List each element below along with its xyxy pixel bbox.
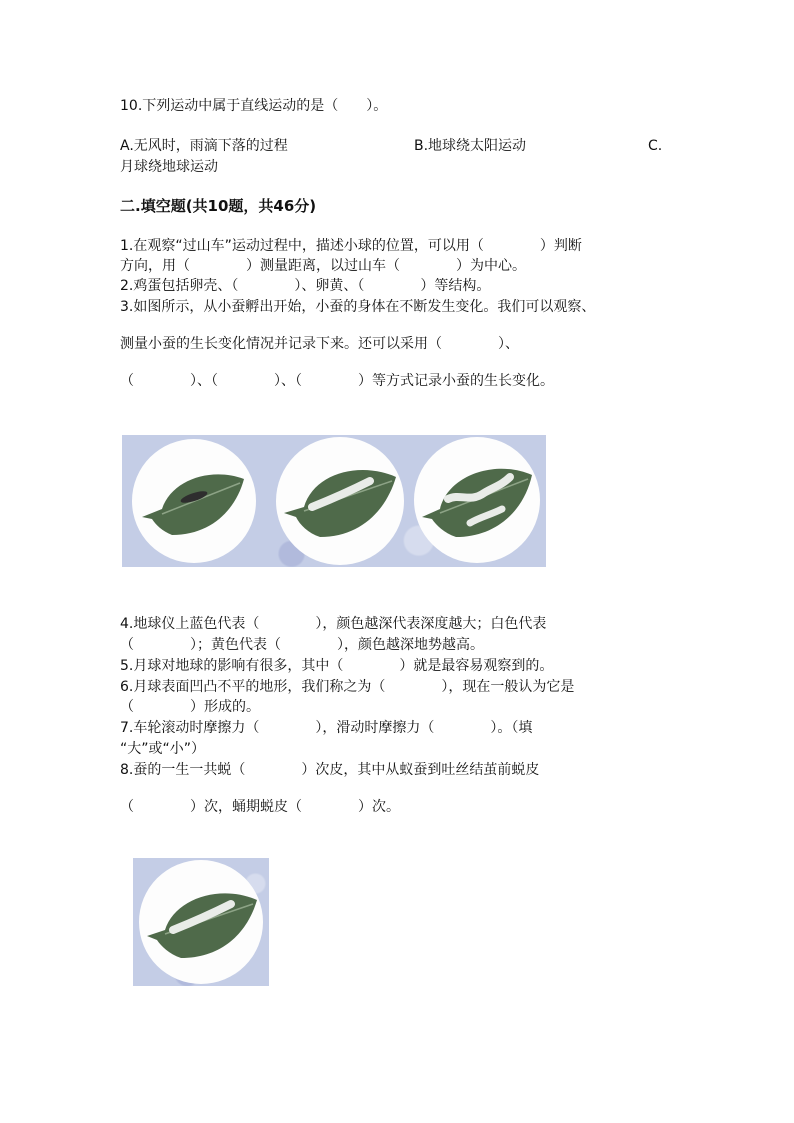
q4-line2: （ ）；黄色代表（ ），颜色越深地势越高。 — [120, 637, 484, 653]
silkworm-stage-3-disc — [414, 437, 540, 563]
q5: 5.月球对地球的影响有很多，其中（ ）就是最容易观察到的。 — [120, 658, 554, 674]
q7-line2: “大”或“小”） — [120, 741, 206, 757]
leaf-icon — [276, 437, 404, 565]
q6-line1: 6.月球表面凹凸不平的地形，我们称之为（ ），现在一般认为它是 — [120, 679, 575, 695]
silkworm-disc — [139, 860, 263, 984]
q8-line1: 8.蚕的一生一共蜕（ ）次皮，其中从蚁蚕到吐丝结茧前蜕皮 — [120, 762, 540, 778]
q4-line1: 4.地球仪上蓝色代表（ ），颜色越深代表深度越大；白色代表 — [120, 616, 547, 632]
q10-question: 10.下列运动中属于直线运动的是（ ）。 — [120, 98, 388, 114]
q1-line2: 方向，用（ ）测量距离，以过山车（ ）为中心。 — [120, 258, 526, 274]
q10-option-c-label: C. — [648, 138, 663, 154]
q2: 2.鸡蛋包括卵壳、（ ）、卵黄、（ ）等结构。 — [120, 278, 491, 294]
leaf-icon — [414, 437, 540, 563]
section-title: 二.填空题(共10题，共46分) — [120, 197, 317, 215]
q1-line1: 1.在观察“过山车”运动过程中，描述小球的位置，可以用（ ）判断 — [120, 238, 582, 254]
q10-option-c-text: 月球绕地球运动 — [120, 159, 218, 175]
q7-line1: 7.车轮滚动时摩擦力（ ），滑动时摩擦力（ ）。（填 — [120, 720, 533, 736]
q3-line3: （ ）、（ ）、（ ）等方式记录小蚕的生长变化。 — [120, 373, 554, 389]
q3-line2: 测量小蚕的生长变化情况并记录下来。还可以采用（ ）、 — [120, 336, 519, 352]
q6-line2: （ ）形成的。 — [120, 699, 260, 715]
silkworm-figure — [133, 858, 269, 986]
silkworm-growth-figure — [122, 435, 546, 567]
leaf-icon — [132, 439, 256, 563]
q10-option-a: A.无风时，雨滴下落的过程 — [120, 138, 288, 154]
q10-option-b: B.地球绕太阳运动 — [414, 138, 527, 154]
q8-line2: （ ）次，蛹期蜕皮（ ）次。 — [120, 799, 400, 815]
leaf-icon — [139, 860, 263, 984]
silkworm-stage-2-disc — [276, 437, 404, 565]
silkworm-stage-1-disc — [132, 439, 256, 563]
q3-line1: 3.如图所示，从小蚕孵出开始，小蚕的身体在不断发生变化。我们可以观察、 — [120, 299, 596, 315]
